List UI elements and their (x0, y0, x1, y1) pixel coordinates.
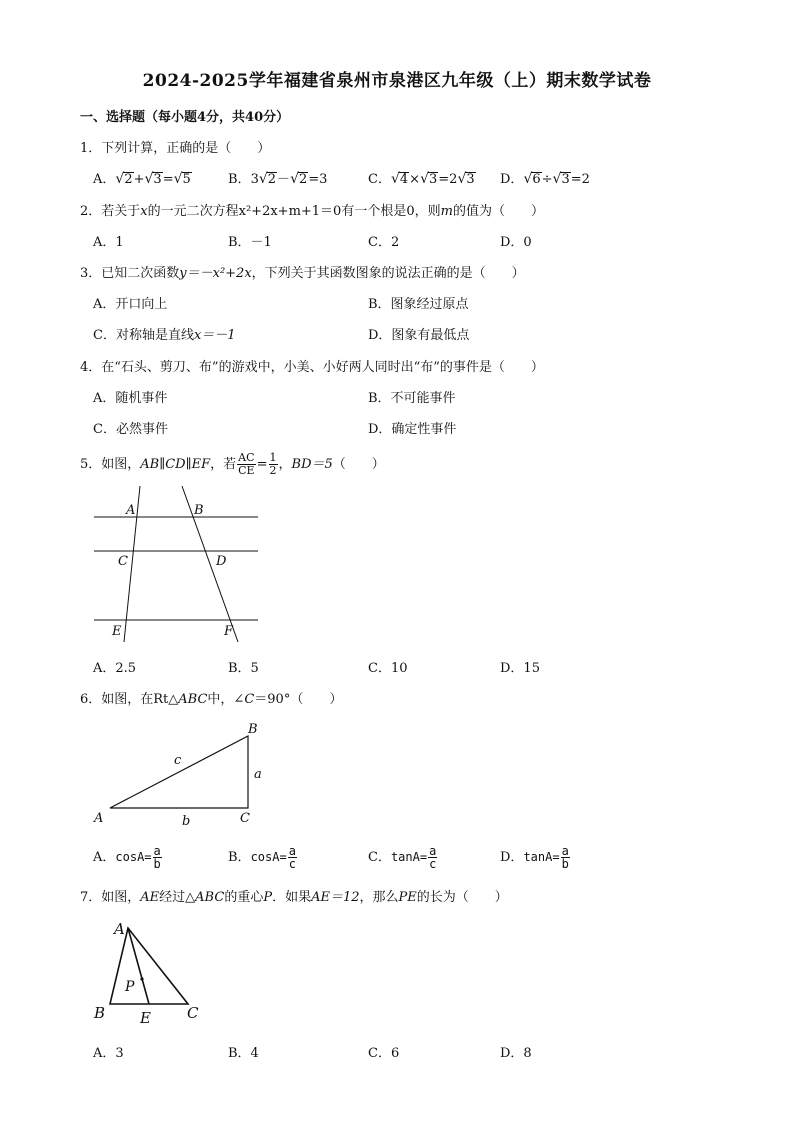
triangle-name: ABC (178, 692, 208, 707)
question-4-option-a: A．随机事件 (93, 391, 168, 406)
function-expr: y＝－x²+2x (179, 266, 252, 281)
stem-text: 的重心 (224, 890, 264, 905)
label-c: C (187, 1004, 199, 1022)
option-fraction (288, 845, 297, 870)
label-e: E (112, 624, 122, 639)
label-d: D (216, 554, 227, 569)
fraction-denominator: b (561, 857, 569, 871)
stem-text: 7．如图， (80, 890, 141, 905)
question-2-option-c: C．2 (368, 235, 400, 250)
question-1-option-b: B．3√2－√2=3 (228, 171, 328, 187)
stem-text: ．如果 (272, 890, 312, 905)
question-7-figure (90, 916, 215, 1028)
right-triangle (110, 736, 248, 808)
fraction-numerator: a (288, 844, 296, 858)
label-e: E (140, 1009, 151, 1027)
section-heading: 一、选择题（每小题4分，共40分） (80, 110, 290, 125)
question-3-option-d: D．图象有最低点 (368, 328, 470, 343)
fraction-numerator: AC (238, 451, 255, 464)
question-3-option-c (93, 324, 236, 343)
ae-value: AE＝12 (311, 890, 360, 905)
question-5-figure (90, 484, 265, 644)
stem-text: （ ） (332, 457, 385, 472)
label-a: A (126, 503, 136, 518)
label-a-vertex: A (94, 811, 104, 826)
axis-expr: x＝－1 (193, 328, 236, 343)
question-6-option-c (368, 845, 438, 870)
question-5-option-d: D．15 (500, 661, 540, 676)
trig-expr: tanA= (523, 850, 560, 864)
segment-pe: PE (398, 890, 417, 905)
segment-ae: AE (140, 890, 160, 905)
stem-text: 经过△ (159, 890, 196, 905)
fraction-denominator: CE (238, 464, 255, 477)
question-1-option-d: D．√6÷√3=2 (500, 171, 590, 187)
question-4-option-d: D．确定性事件 (368, 422, 457, 437)
ratio-fraction-1 (237, 452, 255, 477)
var-x: x (140, 204, 148, 219)
fraction-denominator: c (288, 857, 296, 871)
question-3-option-a: A．开口向上 (93, 297, 168, 312)
question-1-stem: 1．下列计算，正确的是（ ） (80, 141, 271, 156)
label-side-c: c (174, 753, 182, 768)
option-fraction (561, 845, 570, 870)
question-5-option-c: C．10 (368, 661, 408, 676)
trig-expr: tanA= (390, 850, 428, 864)
label-f: F (224, 624, 234, 639)
fraction-numerator: a (153, 844, 161, 858)
var-m: m (440, 204, 453, 219)
paper-title: 2024-2025学年福建省泉州市泉港区九年级（上）期末数学试卷 (142, 71, 652, 91)
question-7-stem (80, 886, 508, 905)
stem-text: 3．已知二次函数 (80, 266, 180, 281)
question-4-option-b: B．不可能事件 (368, 391, 456, 406)
stem-text: 6．如图，在Rt△ (80, 692, 179, 707)
label-p: P (125, 979, 135, 995)
stem-text: ，若 (210, 457, 237, 472)
option-text: C．对称轴是直线 (93, 328, 194, 343)
stem-text: ，那么 (359, 890, 399, 905)
label-b-vertex: B (248, 722, 258, 737)
question-5-option-b: B．5 (228, 661, 259, 676)
stem-text: 有一个根是0，则 (341, 204, 441, 219)
parallel-expr: AB∥CD∥EF (140, 457, 211, 472)
triangle-name: ABC (195, 890, 225, 905)
ratio-fraction-2 (269, 452, 278, 477)
fraction-numerator: 1 (269, 451, 277, 464)
label-side-b: b (182, 814, 191, 829)
question-6-option-b (228, 845, 298, 870)
question-3-option-b: B．图象经过原点 (368, 297, 469, 312)
trig-expr: cosA= (250, 850, 287, 864)
option-label: B． (228, 850, 251, 865)
transversal-bdf (182, 486, 238, 642)
fraction-denominator: c (429, 857, 437, 871)
question-1-option-a: A．√2+√3=√5 (93, 171, 191, 187)
label-b: B (94, 1004, 106, 1022)
option-label: D． (500, 172, 524, 187)
equation: x²+2x+m+1＝0 (238, 204, 342, 219)
question-4-stem: 4．在“石头、剪刀、布”的游戏中，小美、小好两人同时出“布”的事件是（ ） (80, 360, 544, 375)
stem-text: ＝90°（ ） (254, 692, 343, 707)
centroid-point (140, 977, 143, 980)
option-label: A． (93, 172, 116, 187)
question-6-option-d (500, 845, 571, 870)
option-fraction (153, 845, 162, 870)
centroid-p: P (263, 890, 273, 905)
question-6-option-a (93, 845, 163, 870)
question-6-figure (90, 718, 270, 830)
question-3-stem (80, 262, 525, 281)
triangle-abc (110, 928, 188, 1004)
question-7-option-b: B．4 (228, 1046, 259, 1061)
option-fraction (428, 845, 437, 870)
fraction-denominator: 2 (269, 464, 277, 477)
label-side-a: a (254, 767, 262, 782)
question-7-option-a: A．3 (93, 1046, 124, 1061)
fraction-denominator: b (153, 857, 161, 871)
option-label: D． (500, 850, 524, 865)
question-2-option-a: A．1 (93, 235, 124, 250)
angle-vertex: C (244, 692, 255, 707)
question-2-option-d: D．0 (500, 235, 532, 250)
question-5-stem (80, 452, 385, 477)
question-6-stem (80, 688, 342, 707)
label-c: C (118, 554, 128, 569)
question-5-option-a: A．2.5 (93, 661, 137, 676)
stem-text: 的值为（ ） (452, 204, 544, 219)
label-a: A (114, 920, 125, 938)
fraction-numerator: a (429, 844, 437, 858)
trig-expr: cosA= (115, 850, 152, 864)
label-b: B (194, 503, 204, 518)
stem-text: ，下列关于其函数图象的说法正确的是（ ） (251, 266, 525, 281)
stem-text: 的长为（ ） (416, 890, 508, 905)
stem-text: 2．若关于 (80, 204, 141, 219)
question-7-option-c: C．6 (368, 1046, 400, 1061)
label-c-vertex: C (240, 811, 250, 826)
stem-text: ， (278, 457, 292, 472)
question-1-option-c: C．√4×√3=2√3 (368, 171, 475, 187)
option-label: A． (93, 850, 116, 865)
question-7-option-d: D．8 (500, 1046, 532, 1061)
stem-text: 5．如图， (80, 457, 141, 472)
question-2-option-b: B．－1 (228, 235, 272, 250)
fraction-numerator: a (561, 844, 569, 858)
question-4-option-c: C．必然事件 (93, 422, 168, 437)
option-label: C． (368, 850, 391, 865)
option-label: C． (368, 172, 391, 187)
option-label: B． (228, 172, 251, 187)
bd-expr: BD＝5 (291, 457, 333, 472)
stem-text: 中，∠ (207, 692, 245, 707)
question-2-stem (80, 200, 544, 219)
equals-sign: = (256, 457, 268, 472)
stem-text: 的一元二次方程 (147, 204, 239, 219)
